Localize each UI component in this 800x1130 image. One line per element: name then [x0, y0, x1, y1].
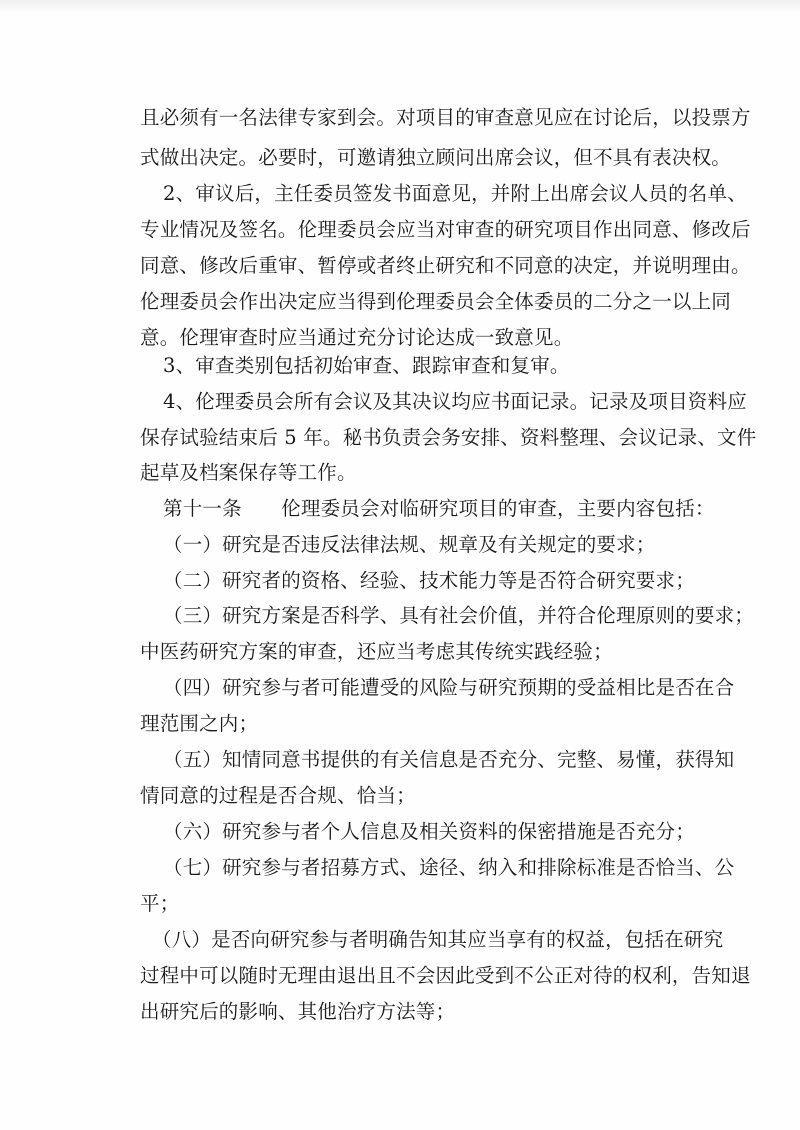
text-line: 中医药研究方案的审查，还应当考虑其传统实践经验；	[140, 640, 613, 663]
text-line: 保存试验结束后 5 年。秘书负责会务安排、资料整理、会议记录、文件	[140, 426, 757, 449]
article-heading: 第十一条 伦理委员会对临研究项目的审查，主要内容包括：	[163, 497, 715, 520]
text-line: 专业情况及签名。伦理委员会应当对审查的研究项目作出同意、修改后	[140, 218, 751, 241]
text-line: （八）是否向研究参与者明确告知其应当享有的权益，包括在研究	[152, 928, 724, 951]
text-line: （六）研究参与者个人信息及相关资料的保密措施是否充分；	[163, 820, 695, 843]
text-line: 理范围之内；	[140, 712, 259, 735]
text-line: 式做出决定。必要时，可邀请独立顾问出席会议，但不具有表决权。	[140, 146, 732, 169]
text-line: （五）知情同意书提供的有关信息是否充分、完整、易懂，获得知	[163, 748, 735, 771]
text-line: 平；	[140, 892, 180, 915]
text-line: （四）研究参与者可能遭受的风险与研究预期的受益相比是否在合	[163, 676, 735, 699]
text-line: 过程中可以随时无理由退出且不会因此受到不公正对待的权利，告知退	[140, 964, 751, 987]
text-line: 情同意的过程是否合规、恰当；	[140, 784, 416, 807]
text-line: （七）研究参与者招募方式、途径、纳入和排除标准是否恰当、公	[163, 856, 735, 879]
text-line: 意。伦理审查时应当通过充分讨论达成一致意见。	[140, 326, 574, 349]
text-line: （三）研究方案是否科学、具有社会价值，并符合伦理原则的要求；	[163, 604, 755, 627]
text-line: 2、审议后，主任委员签发书面意见，并附上出席会议人员的名单、	[163, 182, 747, 205]
text-line: （一）研究是否违反法律法规、规章及有关规定的要求；	[163, 533, 656, 556]
text-line: （二）研究者的资格、经验、技术能力等是否符合研究要求；	[163, 569, 695, 592]
text-line: 同意、修改后重审、暂停或者终止研究和不同意的决定，并说明理由。	[140, 254, 751, 277]
text-line: 伦理委员会作出决定应当得到伦理委员会全体委员的二分之一以上同	[140, 290, 732, 313]
text-line: 4、伦理委员会所有会议及其决议均应书面记录。记录及项目资料应	[163, 390, 747, 413]
scan-top-edge	[0, 0, 800, 14]
text-line: 且必须有一名法律专家到会。对项目的审查意见应在讨论后，以投票方	[140, 106, 751, 129]
text-line: 出研究后的影响、其他治疗方法等；	[140, 1000, 456, 1023]
text-line: 3、审查类别包括初始审查、跟踪审查和复审。	[163, 354, 570, 377]
text-line: 起草及档案保存等工作。	[140, 461, 357, 484]
